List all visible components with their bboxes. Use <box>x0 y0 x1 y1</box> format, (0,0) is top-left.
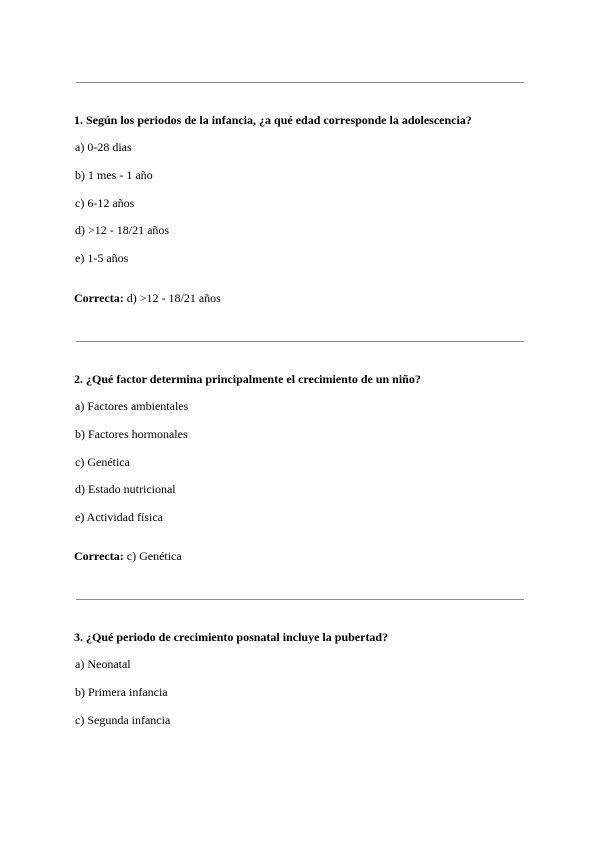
option: c) Genética <box>75 455 130 469</box>
option: d) Estado nutricional <box>75 482 176 496</box>
question-title: 3. ¿Qué periodo de crecimiento posnatal incluye la pubertad? <box>74 630 389 644</box>
correct-label: Correcta: <box>74 291 124 305</box>
option: a) Neonatal <box>75 657 131 671</box>
option: e) 1-5 años <box>75 251 129 265</box>
correct-answer <box>74 291 221 306</box>
option: e) Actividad física <box>75 510 163 524</box>
option: c) Segunda infancia <box>75 713 171 727</box>
option: c) 6-12 años <box>75 196 135 210</box>
option: d) >12 - 18/21 años <box>75 223 170 237</box>
correct-label: Correcta: <box>74 549 124 563</box>
option: a) 0-28 dias <box>75 140 132 154</box>
divider <box>76 599 524 600</box>
question-title: 1. Según los periodos de la infancia, ¿a qué edad corresponde la adolescencia? <box>74 113 472 127</box>
correct-answer <box>74 549 182 564</box>
correct-value: c) Genética <box>126 549 182 563</box>
divider <box>76 82 524 83</box>
divider <box>76 341 524 342</box>
option: b) 1 mes - 1 año <box>75 168 153 182</box>
correct-value: d) >12 - 18/21 años <box>126 291 221 305</box>
option: b) Factores hormonales <box>75 427 188 441</box>
option: b) Primera infancia <box>75 685 168 699</box>
option: a) Factores ambientales <box>75 399 189 413</box>
question-title: 2. ¿Qué factor determina principalmente el crecimiento de un niño? <box>74 372 421 386</box>
